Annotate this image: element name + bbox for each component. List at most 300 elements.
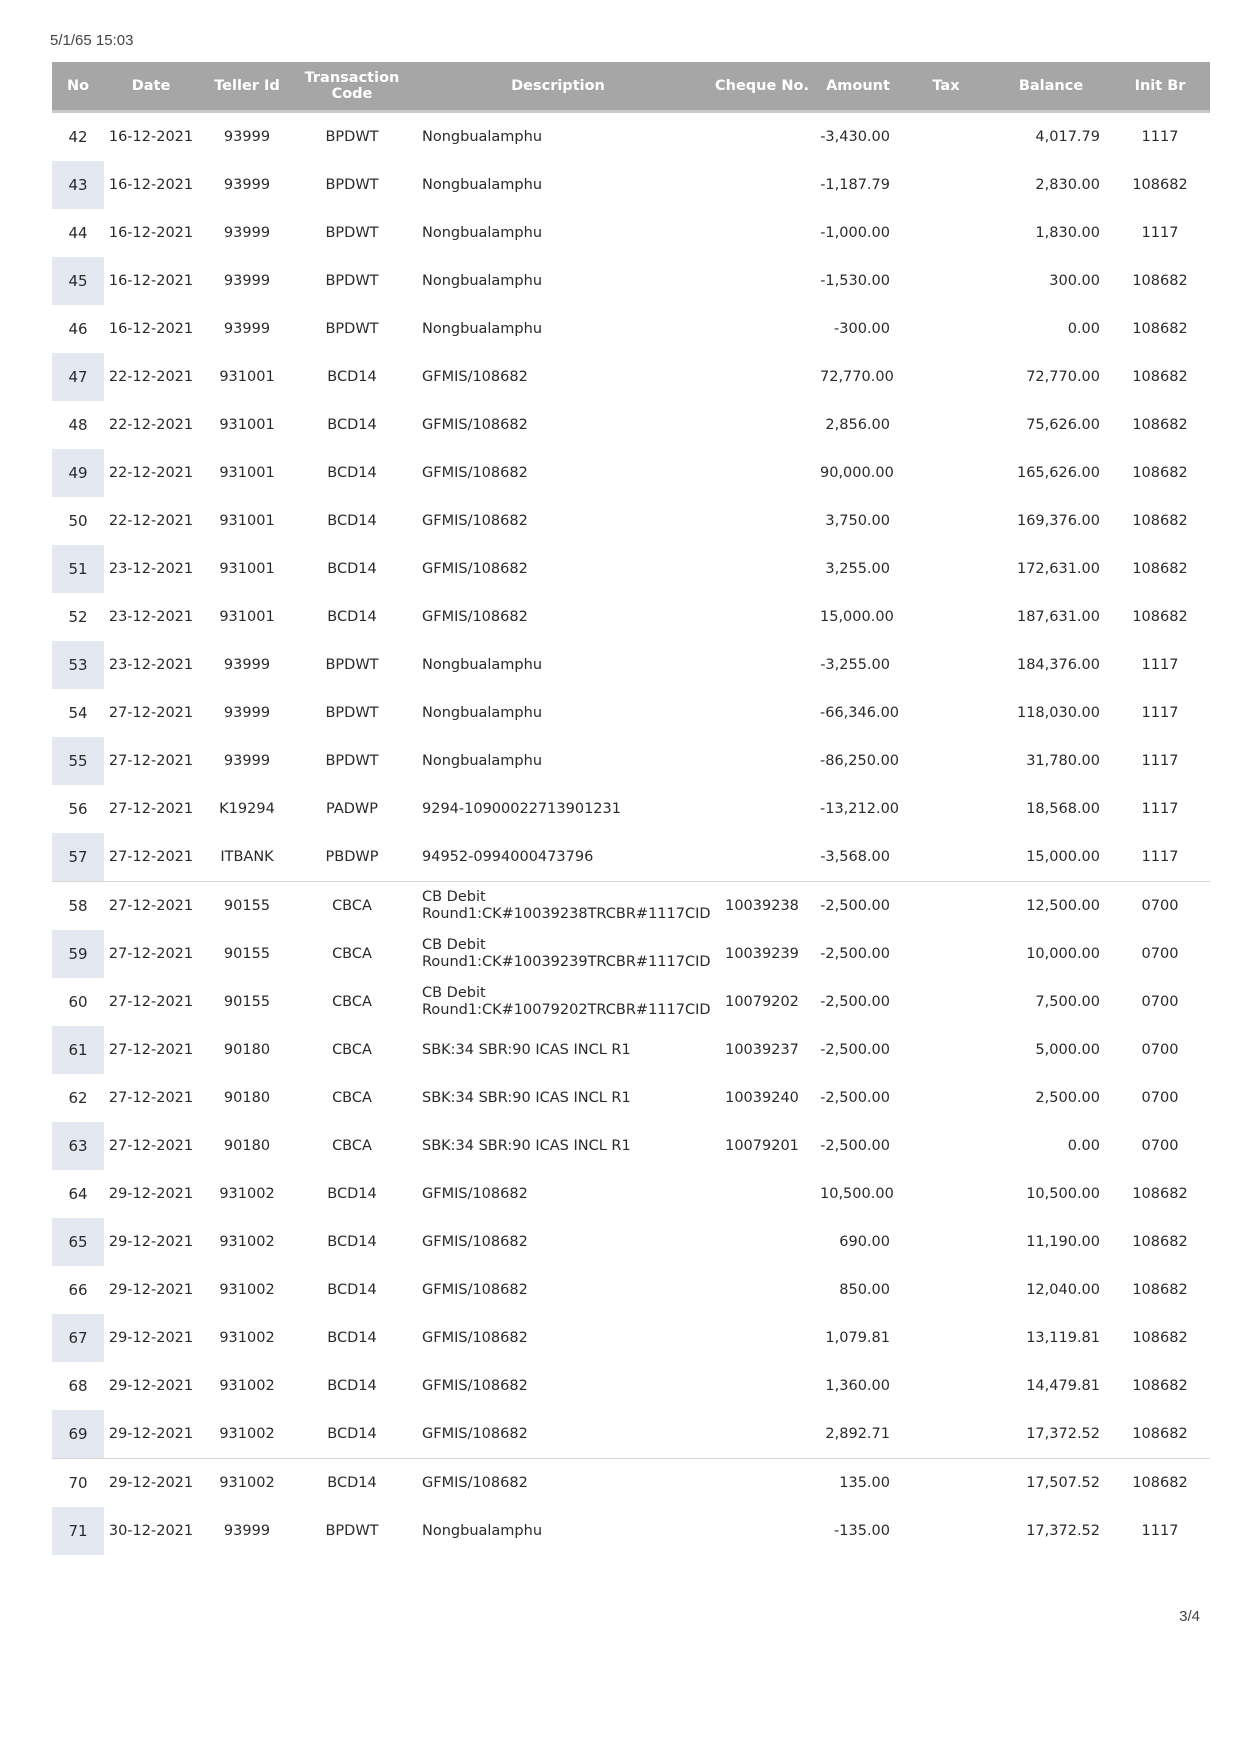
row-description: Nongbualamphu (422, 1522, 543, 1539)
row-balance: 18,568.00 (1026, 800, 1100, 817)
row-teller-id: 93999 (223, 224, 271, 241)
row-no: 61 (52, 1026, 104, 1074)
row-description: Nongbualamphu (422, 272, 543, 289)
table-row (52, 161, 1210, 209)
row-balance: 172,631.00 (1016, 560, 1100, 577)
row-date: 27-12-2021 (104, 882, 198, 931)
table-header-row (52, 62, 1210, 112)
row-balance: 72,770.00 (1026, 368, 1100, 385)
row-description: GFMIS/108682 (422, 512, 528, 529)
row-init-br: 108682 (1132, 272, 1188, 289)
row-cheque-no (708, 1410, 816, 1459)
row-tax (900, 1314, 992, 1362)
row-date: 29-12-2021 (108, 1425, 194, 1442)
row-teller-id: 931001 (219, 512, 275, 529)
row-no: 63 (52, 1122, 104, 1170)
row-init-br: 108682 (1132, 416, 1188, 433)
row-description: Nongbualamphu (422, 320, 543, 337)
row-init-br: 108682 (1132, 1185, 1188, 1202)
transactions-table (52, 62, 1210, 1555)
table-row (52, 641, 1210, 689)
row-transaction-code: CBCA (332, 1041, 372, 1058)
row-transaction-code: BCD14 (327, 1281, 377, 1298)
row-teller-id: 90155 (198, 882, 296, 931)
row-tax (900, 1266, 992, 1314)
row-teller-id: 931002 (219, 1185, 275, 1202)
row-tax (900, 1459, 992, 1508)
row-description: Nongbualamphu (422, 128, 543, 145)
row-no: 48 (68, 415, 88, 434)
row-date: 27-12-2021 (108, 945, 194, 962)
col-header-amount: Amount (816, 62, 900, 112)
row-balance: 14,479.81 (1026, 1377, 1100, 1394)
row-teller-id: 93999 (223, 656, 271, 673)
row-transaction-code: CBCA (296, 882, 408, 931)
row-cheque-no: 10039238 (708, 882, 816, 931)
row-transaction-code: BCD14 (327, 1377, 377, 1394)
row-date: 16-12-2021 (108, 224, 194, 241)
row-balance: 13,119.81 (1026, 1329, 1100, 1346)
table-row (52, 112, 1210, 162)
row-cheque-no (708, 257, 816, 305)
row-date: 29-12-2021 (108, 1377, 194, 1394)
table-row (52, 689, 1210, 737)
row-no: 69 (52, 1410, 104, 1459)
row-date: 29-12-2021 (108, 1281, 194, 1298)
row-date: 16-12-2021 (108, 320, 194, 337)
row-amount: 15,000.00 (820, 608, 894, 625)
row-tax (900, 112, 992, 162)
row-init-br: 108682 (1132, 1233, 1188, 1250)
row-transaction-code: BPDWT (325, 1522, 379, 1539)
row-init-br: 1117 (1141, 656, 1179, 673)
row-cheque-no (708, 161, 816, 209)
table-row (52, 257, 1210, 305)
row-teller-id: 90155 (223, 993, 271, 1010)
row-teller-id: 931001 (219, 368, 275, 385)
row-init-br: 0700 (1110, 882, 1210, 931)
row-no: 54 (68, 703, 88, 722)
row-teller-id: 93999 (223, 1522, 271, 1539)
row-teller-id: 93999 (223, 128, 271, 145)
row-tax (900, 1074, 992, 1122)
row-cheque-no (708, 1459, 816, 1508)
row-no: 50 (68, 511, 88, 530)
row-description: Nongbualamphu (422, 704, 543, 721)
row-description: GFMIS/108682 (422, 1329, 528, 1346)
col-header-date: Date (104, 62, 198, 112)
row-description: CB Debit Round1:CK#10039239TRCBR#1117CID (422, 937, 711, 970)
row-cheque-no (708, 1266, 816, 1314)
row-amount: -1,187.79 (820, 176, 890, 193)
row-transaction-code: CBCA (332, 1089, 372, 1106)
row-transaction-code: BCD14 (327, 608, 377, 625)
row-no: 45 (52, 257, 104, 305)
row-init-br: 1117 (1141, 800, 1179, 817)
row-transaction-code: BCD14 (327, 1329, 377, 1346)
row-tax (900, 833, 992, 882)
row-cheque-no (708, 1314, 816, 1362)
row-init-br: 108682 (1132, 1281, 1188, 1298)
row-no: 44 (68, 223, 88, 242)
row-init-br: 1117 (1141, 848, 1179, 865)
row-description: CB Debit Round1:CK#10039238TRCBR#1117CID (408, 882, 708, 931)
row-balance: 31,780.00 (1026, 752, 1100, 769)
row-amount: -2,500.00 (820, 1041, 890, 1058)
row-no: 56 (68, 799, 88, 818)
col-header-no: No (52, 62, 104, 112)
row-amount: -1,530.00 (820, 272, 890, 289)
row-teller-id: 931002 (219, 1377, 275, 1394)
table-row (52, 593, 1210, 641)
row-tax (900, 161, 992, 209)
row-cheque-no (708, 833, 816, 882)
row-amount: -135.00 (834, 1522, 890, 1539)
row-init-br: 108682 (1132, 512, 1188, 529)
row-balance: 12,040.00 (1026, 1281, 1100, 1298)
row-no: 53 (52, 641, 104, 689)
row-cheque-no: 10079201 (725, 1137, 799, 1154)
row-balance: 169,376.00 (1016, 512, 1100, 529)
table-row (52, 1410, 1210, 1459)
row-transaction-code: BCD14 (327, 560, 377, 577)
row-init-br: 1117 (1141, 224, 1179, 241)
row-tax (900, 785, 992, 833)
row-balance: 12,500.00 (992, 882, 1110, 931)
row-tax (900, 1218, 992, 1266)
table-row (52, 1314, 1210, 1362)
row-amount: -2,500.00 (820, 993, 890, 1010)
table-row (52, 1266, 1210, 1314)
row-date: 27-12-2021 (108, 993, 194, 1010)
row-teller-id: 93999 (223, 704, 271, 721)
row-description: GFMIS/108682 (422, 1233, 528, 1250)
row-teller-id: 93999 (223, 752, 271, 769)
row-transaction-code: CBCA (332, 945, 372, 962)
row-amount: -1,000.00 (820, 224, 890, 241)
row-description: SBK:34 SBR:90 ICAS INCL R1 (422, 1041, 631, 1058)
row-date: 27-12-2021 (108, 752, 194, 769)
table-row (52, 1122, 1210, 1170)
row-init-br: 108682 (1132, 176, 1188, 193)
row-cheque-no (708, 305, 816, 353)
row-transaction-code: BCD14 (327, 1425, 377, 1442)
row-date: 16-12-2021 (108, 176, 194, 193)
row-description: 9294-10900022713901231 (422, 800, 621, 817)
row-transaction-code: BCD14 (327, 368, 377, 385)
row-amount: -66,346.00 (820, 704, 900, 721)
row-date: 27-12-2021 (108, 1089, 194, 1106)
row-transaction-code: PBDWP (325, 848, 379, 865)
row-cheque-no (708, 353, 816, 401)
row-balance: 2,500.00 (1035, 1089, 1100, 1106)
row-init-br: 1117 (1141, 752, 1179, 769)
row-cheque-no (708, 737, 816, 785)
row-amount: -2,500.00 (816, 882, 900, 931)
row-balance: 300.00 (1049, 272, 1100, 289)
row-description: GFMIS/108682 (408, 1459, 708, 1508)
row-no: 71 (52, 1507, 104, 1555)
row-cheque-no (708, 689, 816, 737)
row-init-br: 108682 (1132, 1329, 1188, 1346)
row-description: GFMIS/108682 (422, 416, 528, 433)
row-balance: 17,372.52 (1026, 1425, 1100, 1442)
row-tax (900, 978, 992, 1026)
row-description: Nongbualamphu (422, 224, 543, 241)
row-no: 62 (68, 1088, 88, 1107)
row-cheque-no: 10039240 (725, 1089, 799, 1106)
table-row (52, 1362, 1210, 1410)
table-row (52, 833, 1210, 882)
row-amount: 10,500.00 (820, 1185, 894, 1202)
row-amount: -3,255.00 (820, 656, 890, 673)
row-description: GFMIS/108682 (422, 560, 528, 577)
row-description: GFMIS/108682 (422, 608, 528, 625)
row-amount: 1,079.81 (825, 1329, 890, 1346)
row-no: 49 (52, 449, 104, 497)
row-tax (900, 401, 992, 449)
row-balance: 17,372.52 (1026, 1522, 1100, 1539)
row-init-br: 1117 (1141, 1522, 1179, 1539)
row-tax (900, 449, 992, 497)
table-row (52, 882, 1210, 931)
row-balance: 165,626.00 (1016, 464, 1100, 481)
row-balance: 118,030.00 (1016, 704, 1100, 721)
row-balance: 184,376.00 (1016, 656, 1100, 673)
row-tax (900, 882, 992, 931)
row-teller-id: 931001 (219, 608, 275, 625)
row-transaction-code: BCD14 (327, 512, 377, 529)
row-tax (900, 737, 992, 785)
row-teller-id: 93999 (223, 176, 271, 193)
row-init-br: 108682 (1132, 464, 1188, 481)
row-teller-id: 90180 (223, 1041, 271, 1058)
row-no: 58 (52, 882, 104, 931)
row-tax (900, 1122, 992, 1170)
row-date: 27-12-2021 (108, 1041, 194, 1058)
row-no: 42 (68, 127, 88, 146)
table-row (52, 1026, 1210, 1074)
row-cheque-no (708, 497, 816, 545)
row-teller-id: 93999 (223, 320, 271, 337)
row-init-br: 108682 (1110, 1459, 1210, 1508)
table-row (52, 1218, 1210, 1266)
row-balance: 10,500.00 (1026, 1185, 1100, 1202)
row-cheque-no (708, 1507, 816, 1555)
row-balance: 1,830.00 (1035, 224, 1100, 241)
row-amount: -3,568.00 (820, 848, 890, 865)
row-amount: 90,000.00 (820, 464, 894, 481)
row-teller-id: K19294 (219, 800, 275, 817)
row-amount: -2,500.00 (820, 1089, 890, 1106)
row-date: 22-12-2021 (108, 416, 194, 433)
row-date: 27-12-2021 (108, 704, 194, 721)
row-date: 29-12-2021 (108, 1185, 194, 1202)
row-description: GFMIS/108682 (422, 1377, 528, 1394)
row-transaction-code: BCD14 (327, 464, 377, 481)
row-cheque-no (708, 593, 816, 641)
row-date: 23-12-2021 (108, 560, 194, 577)
row-tax (900, 497, 992, 545)
row-date: 29-12-2021 (104, 1459, 198, 1508)
col-header-teller-id: Teller Id (198, 62, 296, 112)
row-transaction-code: BCD14 (296, 1459, 408, 1508)
row-init-br: 1117 (1141, 128, 1179, 145)
row-transaction-code: BPDWT (325, 752, 379, 769)
row-amount: 3,255.00 (825, 560, 890, 577)
col-header-init-br: Init Br (1110, 62, 1210, 112)
page-number: 3/4 (1179, 1608, 1200, 1625)
row-balance: 4,017.79 (1035, 128, 1100, 145)
row-description: Nongbualamphu (422, 656, 543, 673)
row-no: 52 (68, 607, 88, 626)
row-teller-id: 931001 (219, 560, 275, 577)
row-transaction-code: PADWP (326, 800, 378, 817)
table-row (52, 401, 1210, 449)
row-amount: 3,750.00 (825, 512, 890, 529)
row-transaction-code: BPDWT (325, 224, 379, 241)
row-description: GFMIS/108682 (422, 1425, 528, 1442)
row-date: 27-12-2021 (108, 1137, 194, 1154)
row-no: 59 (52, 930, 104, 978)
row-amount: -300.00 (834, 320, 890, 337)
row-amount: -86,250.00 (820, 752, 900, 769)
row-amount: -3,430.00 (820, 128, 890, 145)
row-tax (900, 930, 992, 978)
row-no: 70 (52, 1459, 104, 1508)
row-cheque-no: 10039237 (725, 1041, 799, 1058)
row-balance: 0.00 (1067, 320, 1100, 337)
row-cheque-no (708, 1170, 816, 1218)
col-header-balance: Balance (992, 62, 1110, 112)
table-row (52, 785, 1210, 833)
row-cheque-no (708, 401, 816, 449)
row-init-br: 0700 (1141, 1041, 1179, 1058)
row-tax (900, 593, 992, 641)
row-teller-id: 931001 (219, 464, 275, 481)
row-date: 27-12-2021 (108, 800, 194, 817)
row-description: SBK:34 SBR:90 ICAS INCL R1 (422, 1089, 631, 1106)
row-amount: 2,892.71 (825, 1425, 890, 1442)
row-amount: 72,770.00 (820, 368, 894, 385)
row-date: 30-12-2021 (108, 1522, 194, 1539)
table-row (52, 930, 1210, 978)
row-no: 47 (52, 353, 104, 401)
row-amount: 690.00 (839, 1233, 890, 1250)
row-cheque-no (708, 1218, 816, 1266)
row-transaction-code: BPDWT (325, 320, 379, 337)
row-description: SBK:34 SBR:90 ICAS INCL R1 (422, 1137, 631, 1154)
row-balance: 187,631.00 (1016, 608, 1100, 625)
row-cheque-no (708, 1362, 816, 1410)
table-row (52, 497, 1210, 545)
table-row (52, 737, 1210, 785)
row-tax (900, 1170, 992, 1218)
row-teller-id: 931002 (198, 1459, 296, 1508)
row-teller-id: ITBANK (220, 848, 274, 865)
col-header-description: Description (408, 62, 708, 112)
table-row (52, 449, 1210, 497)
row-amount: -13,212.00 (820, 800, 900, 817)
row-teller-id: 931002 (219, 1425, 275, 1442)
row-date: 16-12-2021 (108, 128, 194, 145)
row-amount: 1,360.00 (825, 1377, 890, 1394)
row-balance: 11,190.00 (1026, 1233, 1100, 1250)
row-amount: 850.00 (839, 1281, 890, 1298)
row-tax (900, 257, 992, 305)
table-row (52, 305, 1210, 353)
row-balance: 5,000.00 (1035, 1041, 1100, 1058)
row-cheque-no (708, 545, 816, 593)
row-balance: 2,830.00 (1035, 176, 1100, 193)
row-no: 43 (52, 161, 104, 209)
row-no: 68 (68, 1376, 88, 1395)
row-no: 60 (68, 992, 88, 1011)
table-row (52, 978, 1210, 1026)
row-init-br: 108682 (1132, 560, 1188, 577)
row-init-br: 108682 (1132, 368, 1188, 385)
row-teller-id: 90180 (223, 1089, 271, 1106)
row-tax (900, 689, 992, 737)
row-date: 23-12-2021 (108, 656, 194, 673)
row-description: GFMIS/108682 (422, 464, 528, 481)
row-cheque-no (708, 209, 816, 257)
row-tax (900, 353, 992, 401)
row-tax (900, 545, 992, 593)
row-cheque-no: 10079202 (725, 993, 799, 1010)
row-no: 65 (52, 1218, 104, 1266)
row-no: 64 (68, 1184, 88, 1203)
table-row (52, 545, 1210, 593)
row-transaction-code: BPDWT (325, 656, 379, 673)
row-teller-id: 931002 (219, 1329, 275, 1346)
row-description: 94952-0994000473796 (422, 848, 594, 865)
row-tax (900, 305, 992, 353)
row-teller-id: 931002 (219, 1233, 275, 1250)
table-row (52, 209, 1210, 257)
row-init-br: 0700 (1141, 993, 1179, 1010)
table-row (52, 1074, 1210, 1122)
row-teller-id: 93999 (223, 272, 271, 289)
row-tax (900, 1362, 992, 1410)
row-balance: 7,500.00 (1035, 993, 1100, 1010)
row-init-br: 108682 (1132, 320, 1188, 337)
row-transaction-code: BCD14 (327, 1185, 377, 1202)
print-timestamp: 5/1/65 15:03 (50, 32, 134, 49)
row-init-br: 108682 (1132, 1377, 1188, 1394)
row-amount: -2,500.00 (820, 1137, 890, 1154)
row-balance: 0.00 (1067, 1137, 1100, 1154)
table-row (52, 1459, 1210, 1508)
row-no: 66 (68, 1280, 88, 1299)
row-init-br: 0700 (1141, 1137, 1179, 1154)
row-balance: 17,507.52 (992, 1459, 1110, 1508)
row-cheque-no: 10039239 (725, 945, 799, 962)
col-header-tax: Tax (900, 62, 992, 112)
row-amount: 135.00 (816, 1459, 900, 1508)
row-amount: 2,856.00 (825, 416, 890, 433)
row-balance: 75,626.00 (1026, 416, 1100, 433)
row-no: 51 (52, 545, 104, 593)
row-init-br: 1117 (1141, 704, 1179, 721)
row-transaction-code: BCD14 (327, 1233, 377, 1250)
row-date: 27-12-2021 (108, 848, 194, 865)
row-transaction-code: BCD14 (327, 416, 377, 433)
row-date: 29-12-2021 (108, 1329, 194, 1346)
row-init-br: 0700 (1141, 945, 1179, 962)
row-description: Nongbualamphu (422, 176, 543, 193)
row-cheque-no (708, 785, 816, 833)
